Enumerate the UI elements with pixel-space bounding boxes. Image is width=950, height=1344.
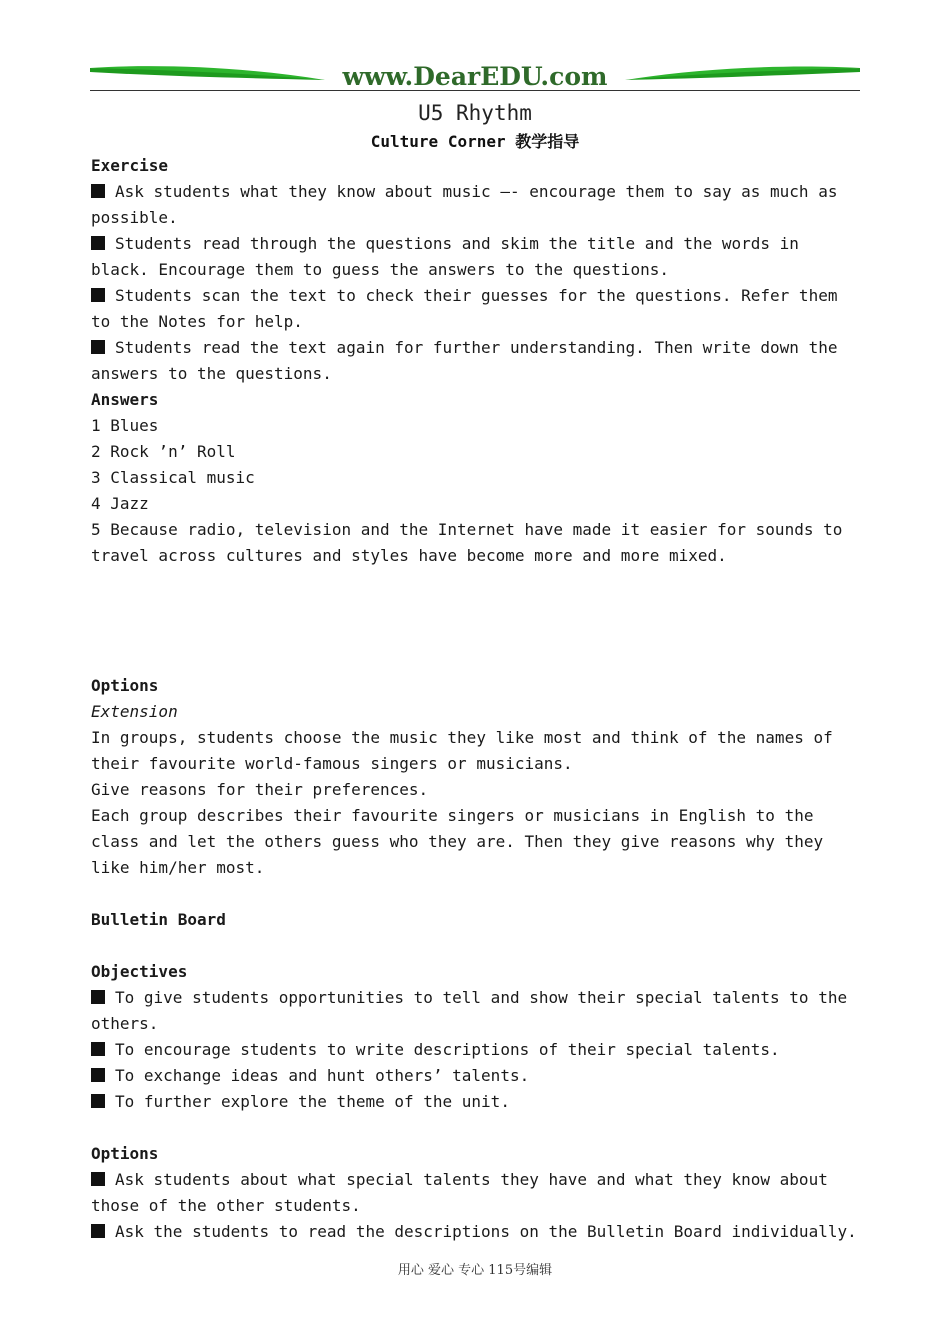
site-header-banner [90,60,860,94]
exercise-heading: Exercise [91,156,169,175]
exercise-line: to the Notes for help. [91,312,303,331]
exercise-line: Students scan the text to check their guesses for the questions. Refer them [91,283,861,309]
bulletin-board-heading: Bulletin Board [91,910,226,929]
extension-line: class and let the others guess who they are. Then they give reasons why they [91,832,824,851]
answer-line: 4 Jazz [91,494,149,513]
header-divider [90,90,860,91]
exercise-line: possible. [91,208,178,227]
answer-line: travel across cultures and styles have become more and more mixed. [91,546,727,565]
exercise-line: black. Encourage them to guess the answers to the questions. [91,260,669,279]
extension-line: In groups, students choose the music they like most and think of the names of [91,728,833,747]
site-logo-text: www.DearEDU.com [342,62,608,91]
exercise-line: Students read through the questions and skim the title and the words in [91,231,861,257]
document-subtitle: Culture Corner 教学指导 [370,132,580,151]
extension-subheading: Extension [91,702,178,721]
bullet-square-icon [91,184,105,198]
bullet-square-icon [91,288,105,302]
extension-line: their favourite world-famous singers or musicians. [91,754,573,773]
objectives-heading: Objectives [91,962,188,981]
options-heading-2: Options [91,1144,159,1163]
exercise-line: Ask students what they know about music —- encourage them to say as much as [91,179,861,205]
objective-line: others. [91,1014,159,1033]
answer-line: 3 Classical music [91,468,255,487]
document-body [91,153,861,1245]
answer-line: 5 Because radio, television and the Internet have made it easier for sounds to [91,520,843,539]
bullet-square-icon [91,990,105,1004]
option-line: those of the other students. [91,1196,361,1215]
answers-heading: Answers [91,390,159,409]
exercise-line: Students read the text again for further understanding. Then write down the [91,335,861,361]
bullet-square-icon [91,340,105,354]
option-line: Ask the students to read the descriptions on the Bulletin Board individually. [91,1219,861,1245]
objective-line: To encourage students to write descriptions of their special talents. [91,1037,861,1063]
answer-line: 2 Rock ’n’ Roll [91,442,236,461]
bullet-square-icon [91,1172,105,1186]
option-line: Ask students about what special talents they have and what they know about [91,1167,861,1193]
objective-line: To further explore the theme of the unit. [91,1089,861,1115]
objective-line: To give students opportunities to tell and show their special talents to the [91,985,861,1011]
bullet-square-icon [91,1042,105,1056]
extension-line: like him/her most. [91,858,265,877]
document-title: U5 Rhythm [418,101,532,125]
objective-line: To exchange ideas and hunt others’ talents. [91,1063,861,1089]
exercise-line: answers to the questions. [91,364,332,383]
extension-line: Give reasons for their preferences. [91,780,429,799]
page-footer: 用心 爱心 专心 115号编辑 [397,1263,553,1278]
bullet-square-icon [91,1094,105,1108]
answer-line: 1 Blues [91,416,159,435]
options-heading: Options [91,676,159,695]
extension-line: Each group describes their favourite singers or musicians in English to the [91,806,814,825]
bullet-square-icon [91,1224,105,1238]
bullet-square-icon [91,236,105,250]
bullet-square-icon [91,1068,105,1082]
